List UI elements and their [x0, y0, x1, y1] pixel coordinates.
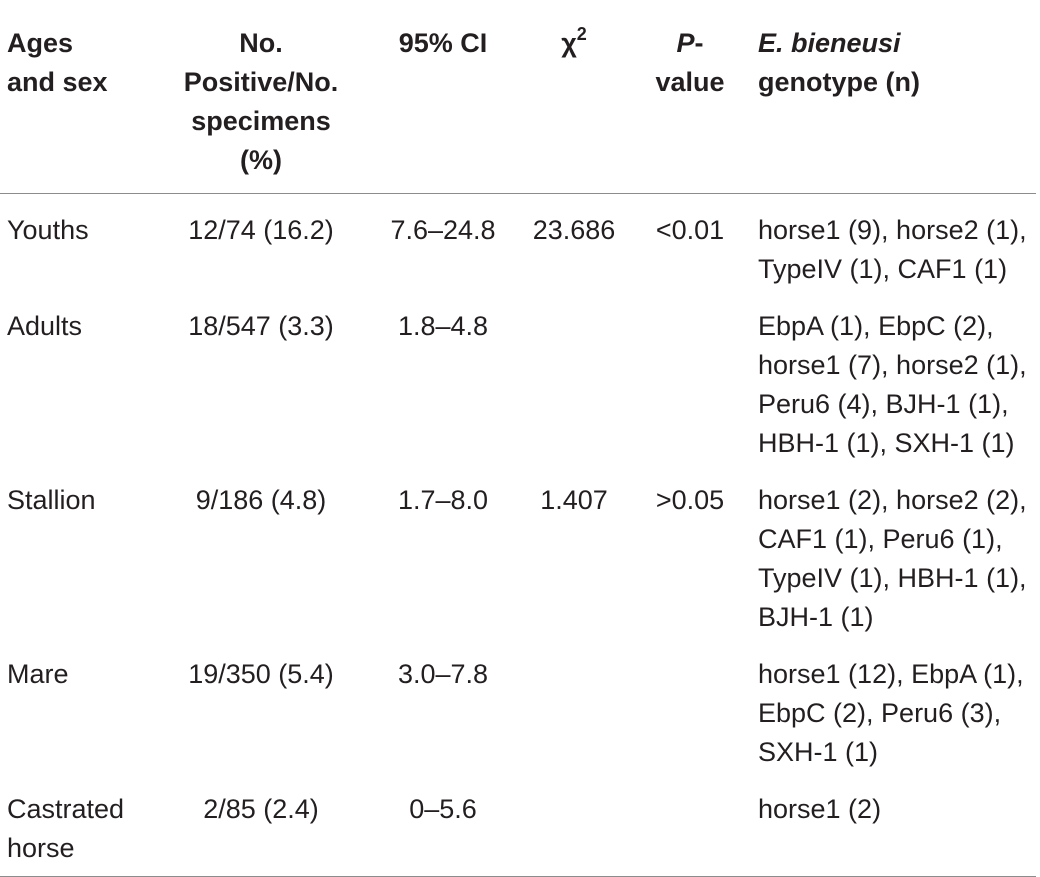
header-positive-specimens	[152, 0, 370, 194]
header-positive-line-3: specimens	[191, 106, 331, 136]
table-row	[0, 290, 1036, 464]
cell-genotype	[748, 638, 1036, 773]
genotype-line: horse1 (9), horse2 (1),	[758, 215, 1027, 245]
cell-ci: 1.8–4.8	[397, 311, 489, 341]
header-positive-line-1: No.	[239, 28, 283, 58]
group-line: horse	[7, 833, 75, 863]
header-positive-line-2: Positive/No.	[183, 67, 339, 97]
table-row	[0, 464, 1036, 638]
cell-group	[0, 290, 152, 464]
cell-group	[0, 464, 152, 638]
header-row	[0, 0, 1036, 194]
cell-ci: 0–5.6	[370, 773, 516, 877]
cell-positive: 19/350 (5.4)	[188, 659, 334, 689]
header-genotype-line-2: genotype (n)	[758, 67, 920, 97]
group-line: Mare	[7, 659, 69, 689]
cell-chi2	[516, 773, 632, 877]
cell-positive: 9/186 (4.8)	[195, 485, 327, 515]
header-genotype	[748, 0, 1036, 194]
cell-pvalue: <0.01	[655, 215, 725, 245]
table-header	[0, 0, 1036, 194]
header-p-value	[632, 0, 748, 194]
cell-positive: 2/85 (2.4)	[152, 773, 370, 877]
cell-group	[0, 773, 152, 877]
genotype-line: TypeIV (1), CAF1 (1)	[758, 254, 1008, 284]
genotype-line: horse1 (12), EbpA (1),	[758, 659, 1024, 689]
genotype-line: CAF1 (1), Peru6 (1),	[758, 524, 1003, 554]
cell-pvalue	[632, 290, 748, 464]
header-age-sex	[0, 0, 152, 194]
genotype-line: horse1 (2)	[758, 794, 882, 824]
cell-pvalue: >0.05	[655, 485, 725, 515]
header-age-sex-line-2: and sex	[7, 67, 108, 97]
header-p-value-line-2: value	[655, 67, 725, 97]
table-row	[0, 773, 1036, 877]
cell-positive: 18/547 (3.3)	[188, 311, 334, 341]
p-italic: P	[676, 28, 695, 58]
genotype-line: SXH-1 (1)	[758, 737, 879, 767]
chi-symbol: χ	[561, 28, 577, 58]
cell-group	[0, 194, 152, 291]
cell-chi2	[516, 638, 632, 773]
cell-ci: 1.7–8.0	[397, 485, 489, 515]
cell-chi2	[516, 290, 632, 464]
genotype-line: EbpC (2), Peru6 (3),	[758, 698, 1002, 728]
genotype-line: TypeIV (1), HBH-1 (1),	[758, 563, 1027, 593]
header-positive-line-4: (%)	[240, 145, 282, 175]
cell-group	[0, 638, 152, 773]
chi-superscript: 2	[576, 24, 587, 44]
cell-pvalue	[632, 773, 748, 877]
group-line: Youths	[7, 215, 89, 245]
genotype-line: horse1 (2), horse2 (2),	[758, 485, 1027, 515]
header-ci: 95% CI	[370, 0, 516, 194]
cell-positive: 12/74 (16.2)	[188, 215, 334, 245]
genotype-line: Peru6 (4), BJH-1 (1),	[758, 389, 1009, 419]
cell-ci: 7.6–24.8	[390, 215, 496, 245]
genotype-line: HBH-1 (1), SXH-1 (1)	[758, 428, 1015, 458]
table-row	[0, 194, 1036, 291]
cell-genotype	[748, 290, 1036, 464]
cell-genotype	[748, 773, 1036, 877]
header-p-value-line-1	[640, 24, 740, 63]
cell-chi2: 1.407	[540, 485, 608, 515]
group-line: Stallion	[7, 485, 96, 515]
group-line: Castrated	[7, 794, 125, 824]
genotype-line: horse1 (7), horse2 (1),	[758, 350, 1027, 380]
cell-genotype	[748, 194, 1036, 291]
cell-chi2: 23.686	[532, 215, 616, 245]
table-row	[0, 638, 1036, 773]
header-age-sex-line-1: Ages	[7, 28, 74, 58]
p-dash: -	[694, 28, 704, 58]
genotype-line: EbpA (1), EbpC (2),	[758, 311, 994, 341]
group-line: Adults	[7, 311, 83, 341]
cell-genotype	[748, 464, 1036, 638]
cell-ci: 3.0–7.8	[397, 659, 489, 689]
genotype-line: BJH-1 (1)	[758, 602, 874, 632]
header-genotype-line-1: E. bieneusi	[758, 28, 901, 58]
header-chi-square	[516, 0, 632, 194]
cell-pvalue	[632, 638, 748, 773]
table-body	[0, 194, 1036, 877]
